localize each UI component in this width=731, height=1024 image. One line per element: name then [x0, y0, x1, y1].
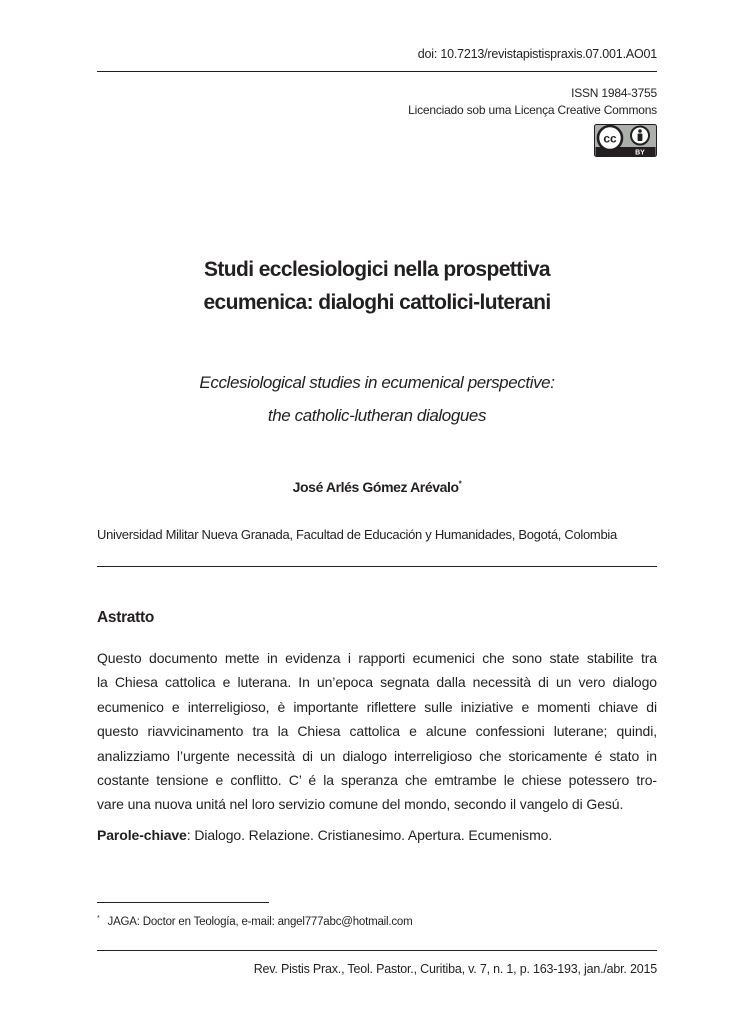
affiliation: Universidad Militar Nueva Granada, Facultad de Educación y Humanidades, Bogotá, Colombia [97, 527, 617, 542]
by-label: BY [635, 149, 645, 157]
author-footnote-marker: * [458, 479, 462, 489]
article-title [97, 253, 657, 319]
abstract-heading: Astratto [97, 609, 155, 626]
article-subtitle [97, 366, 657, 432]
abstract-line: questo riavvicinamento tra la Chiesa cattolica e alcune confessioni luterane; quindi, [97, 723, 657, 740]
cc-by-license-icon [594, 124, 657, 157]
footnote-text: JAGA: Doctor en Teología, e-mail: angel777abc@hotmail.com [107, 915, 413, 928]
issn-line: ISSN 1984-3755 [571, 86, 657, 100]
footnote-rule [97, 902, 269, 903]
subtitle-line: the catholic-lutheran dialogues [267, 406, 487, 425]
section-rule [97, 566, 657, 567]
abstract-line: Questo documento mette in evidenza i rapporti ecumenici che sono state stabilite tra [97, 650, 657, 666]
title-line: ecumenica: dialoghi cattolici-luterani [203, 291, 551, 314]
journal-citation: Rev. Pistis Prax., Teol. Pastor., Curitiba, v. 7, n. 1, p. 163-193, jan./abr. 2015 [253, 962, 657, 976]
abstract-line: vare una nuova unitá nel loro servizio comune del mondo, secondo il vangelo di Gesú. [97, 796, 624, 813]
keywords-text: : Dialogo. Relazione. Cristianesimo. Apertura. Ecumenismo. [186, 827, 553, 843]
abstract-body [97, 646, 657, 817]
license-line: Licenciado sob uma Licença Creative Commons [408, 103, 657, 117]
author-line [97, 479, 657, 495]
license-block [408, 85, 657, 119]
footer-rule [97, 950, 657, 951]
keywords-label: Parole-chiave [97, 827, 187, 843]
doi-line: doi: 10.7213/revistapistispraxis.07.001.AO01 [417, 47, 657, 61]
footnote-marker: * [97, 915, 100, 922]
abstract-line: costante tensione e conflitto. C’ é la speranza che emtrambe le chiese potessero tro- [97, 772, 657, 789]
subtitle-line: Ecclesiological studies in ecumenical perspective: [199, 373, 555, 392]
footnote [97, 915, 413, 928]
cc-symbol-text: cc [603, 131, 617, 146]
header-rule [97, 71, 657, 72]
keywords-line [97, 827, 657, 843]
author-name: José Arlés Gómez Arévalo [292, 479, 459, 495]
title-line: Studi ecclesiologici nella prospettiva [204, 258, 550, 281]
abstract-line: ecumenico e interreligioso, è importante riflettere sulle iniziative e momenti chiave di [97, 698, 657, 715]
abstract-line: la Chiesa cattolica e luterana. In un’epoca segnata dalla necessità di un vero dialogo [97, 674, 657, 691]
abstract-line: analizziamo l’urgente necessità di un dialogo interreligioso che storicamente é stato in [97, 747, 657, 764]
